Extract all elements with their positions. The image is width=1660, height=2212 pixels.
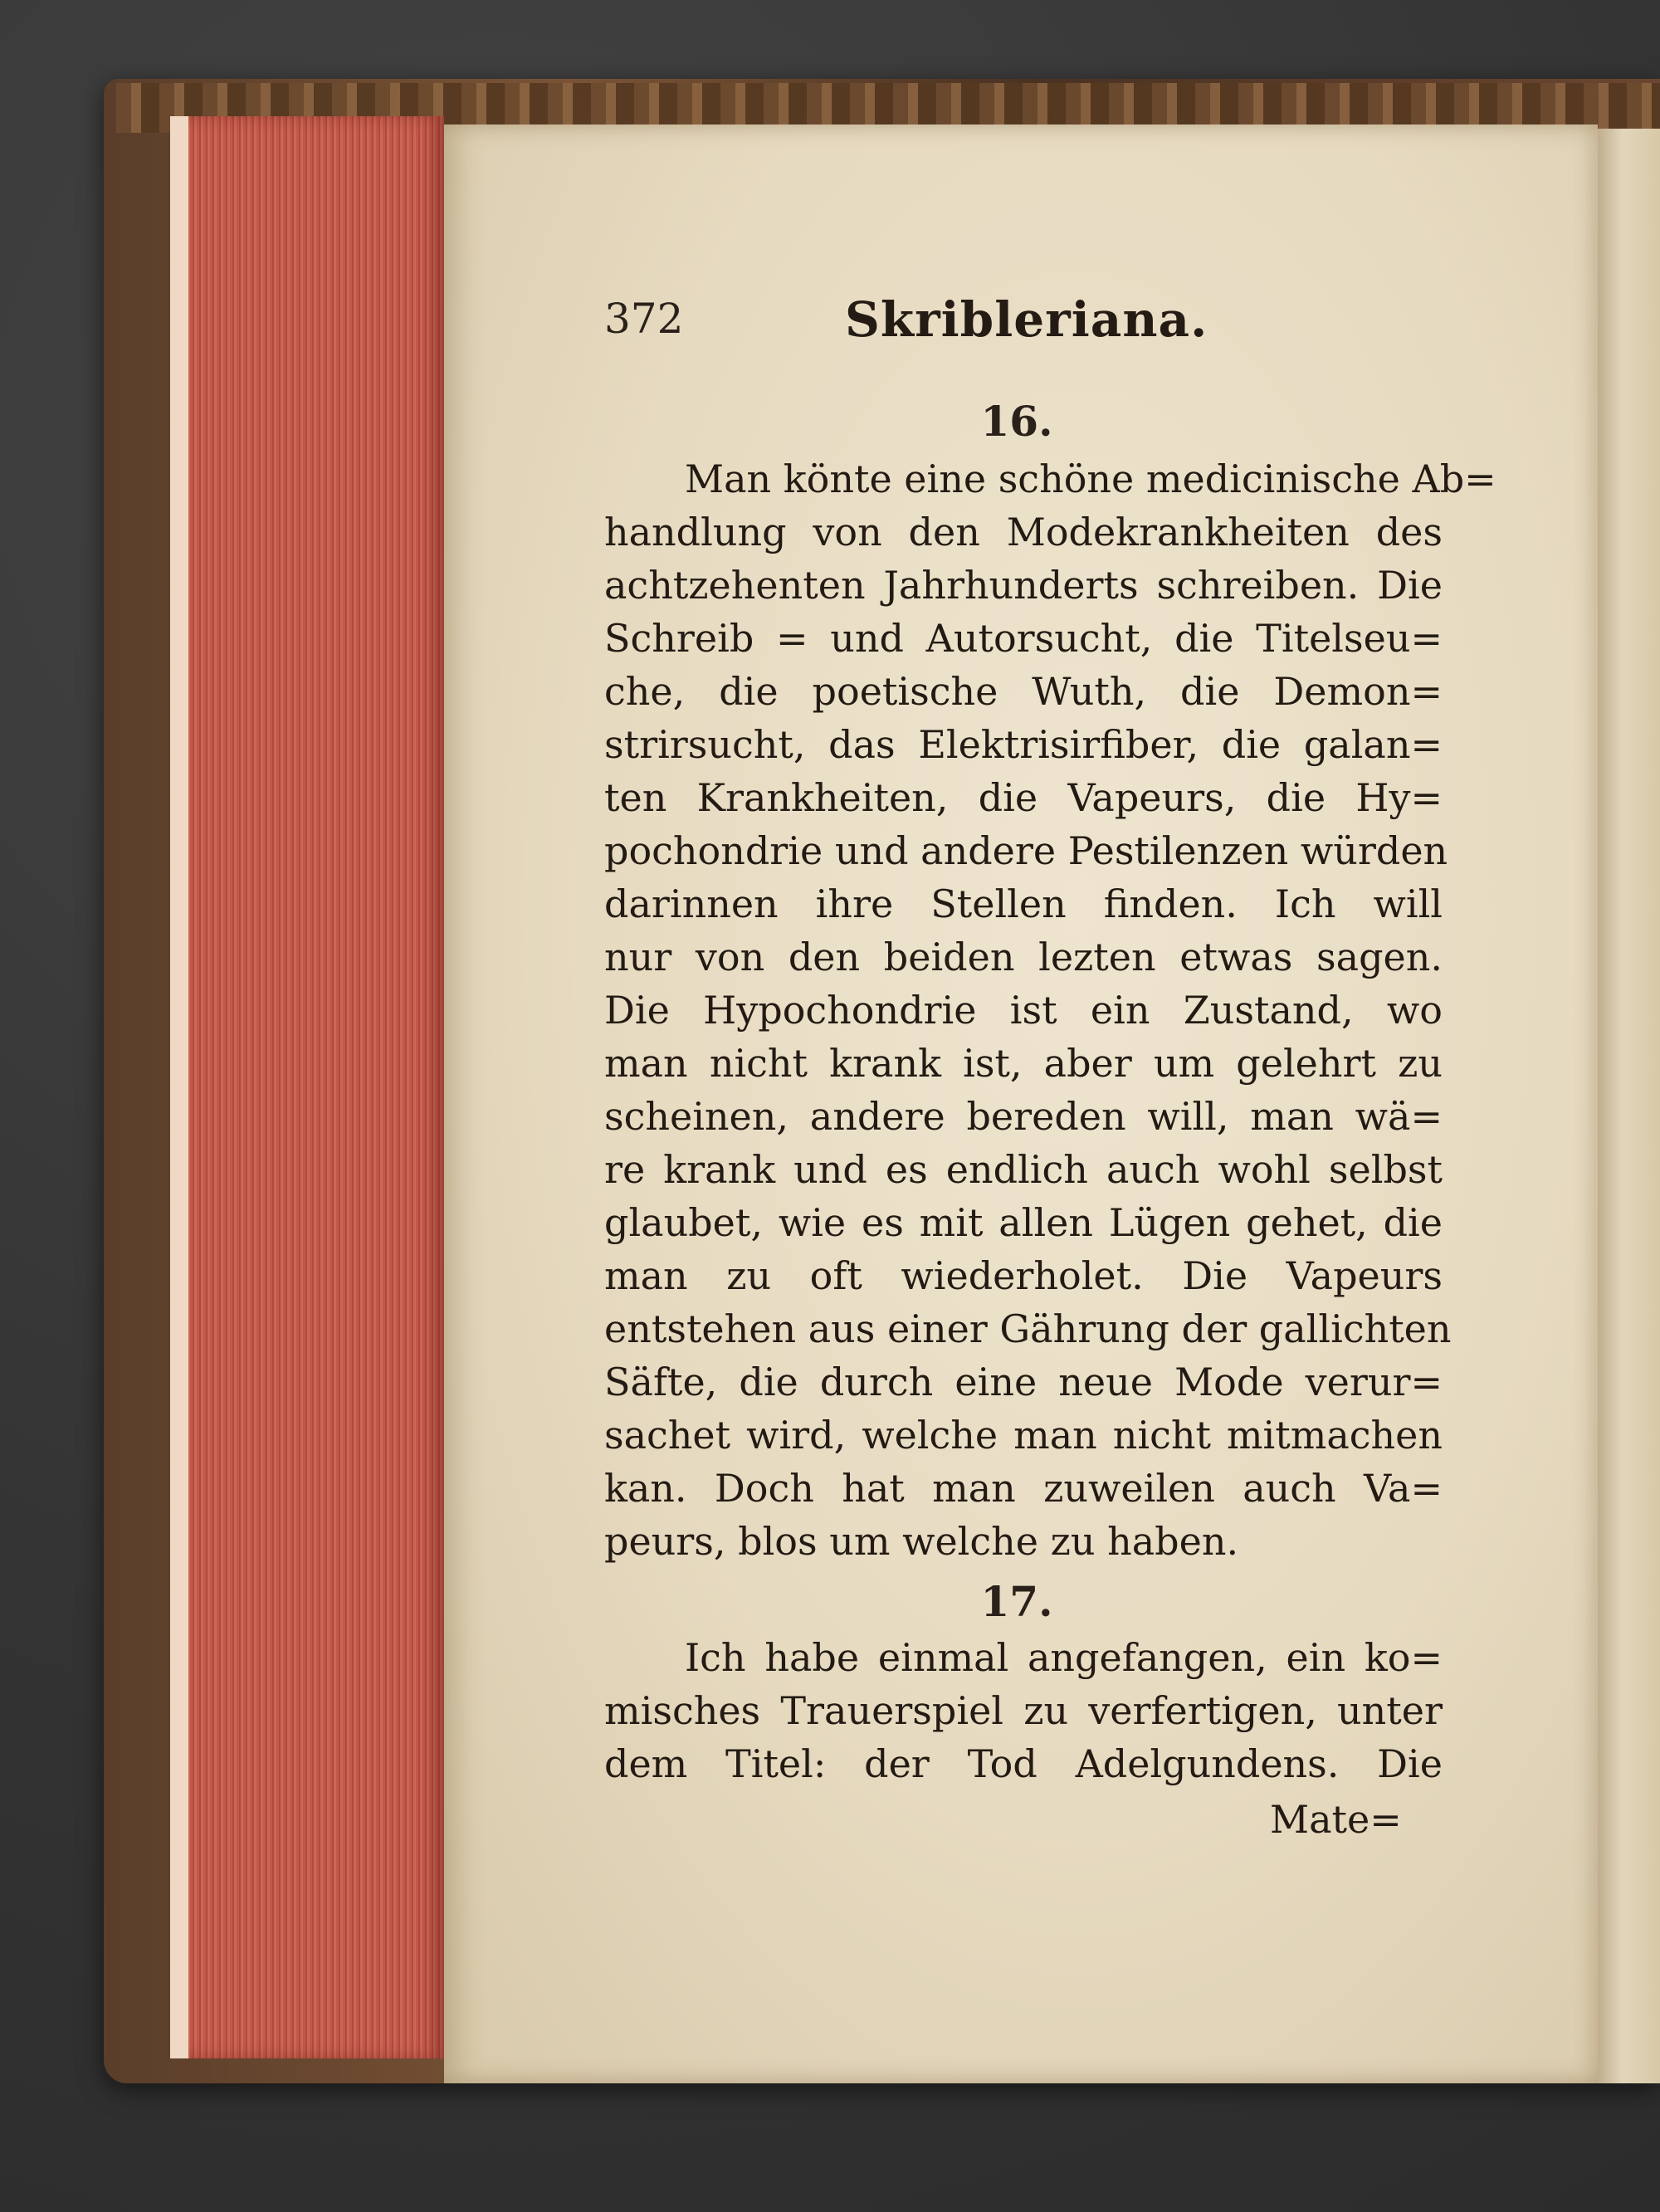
text-line: darinnen ihre Stellen finden. Ich will — [604, 881, 1443, 926]
text-line: sachet wird, welche man nicht mitmachen — [604, 1413, 1443, 1458]
running-title: Skribleriana. — [845, 291, 1208, 348]
text-line: che, die poetische Wuth, die Demon= — [604, 669, 1443, 714]
page-header — [604, 291, 1208, 353]
text-line: dem Titel: der Tod Adelgundens. Die — [604, 1741, 1443, 1786]
text-line: Man könte eine schöne medicinische Ab= — [685, 457, 1496, 501]
text-line: strirsucht, das Elektrisirfiber, die galan= — [604, 722, 1443, 767]
text-line: man zu oft wiederholet. Die Vapeurs — [604, 1253, 1443, 1298]
text-line: misches Trauerspiel zu verfertigen, unter — [604, 1688, 1443, 1733]
section-number-17: 17. — [980, 1577, 1053, 1626]
text-line: handlung von den Modekrankheiten des — [604, 510, 1443, 554]
text-line: glaubet, wie es mit allen Lügen gehet, die — [604, 1200, 1443, 1245]
text-line: entstehen aus einer Gährung der gallichten — [604, 1306, 1452, 1351]
text-line: kan. Doch hat man zuweilen auch Va= — [604, 1466, 1443, 1511]
text-line: achtzehenten Jahrhunderts schreiben. Die — [604, 563, 1443, 608]
text-line: scheinen, andere bereden will, man wä= — [604, 1094, 1443, 1139]
section-number-16: 16. — [980, 397, 1053, 446]
text-line: man nicht krank ist, aber um gelehrt zu — [604, 1041, 1443, 1086]
text-line: Ich habe einmal angefangen, ein ko= — [685, 1635, 1443, 1680]
text-line: Die Hypochondrie ist ein Zustand, wo — [604, 988, 1443, 1033]
text-line: ten Krankheiten, die Vapeurs, die Hy= — [604, 775, 1443, 820]
page-block-light-band — [170, 116, 188, 2058]
text-line: nur von den beiden lezten etwas sagen. — [604, 935, 1443, 979]
text-line: re krank und es endlich auch wohl selbst — [604, 1147, 1443, 1192]
text-line: Säfte, die durch eine neue Mode verur= — [604, 1360, 1443, 1404]
text-line: peurs, blos um welche zu haben. — [604, 1519, 1239, 1564]
facing-page-edge — [1598, 129, 1660, 2083]
page-block-red-edge — [170, 116, 444, 2058]
page-number: 372 — [604, 295, 684, 343]
text-line: pochondrie und andere Pestilenzen würden — [604, 828, 1448, 873]
catchword: Mate= — [1270, 1797, 1402, 1842]
text-line: Schreib = und Autorsucht, die Titelseu= — [604, 616, 1443, 661]
